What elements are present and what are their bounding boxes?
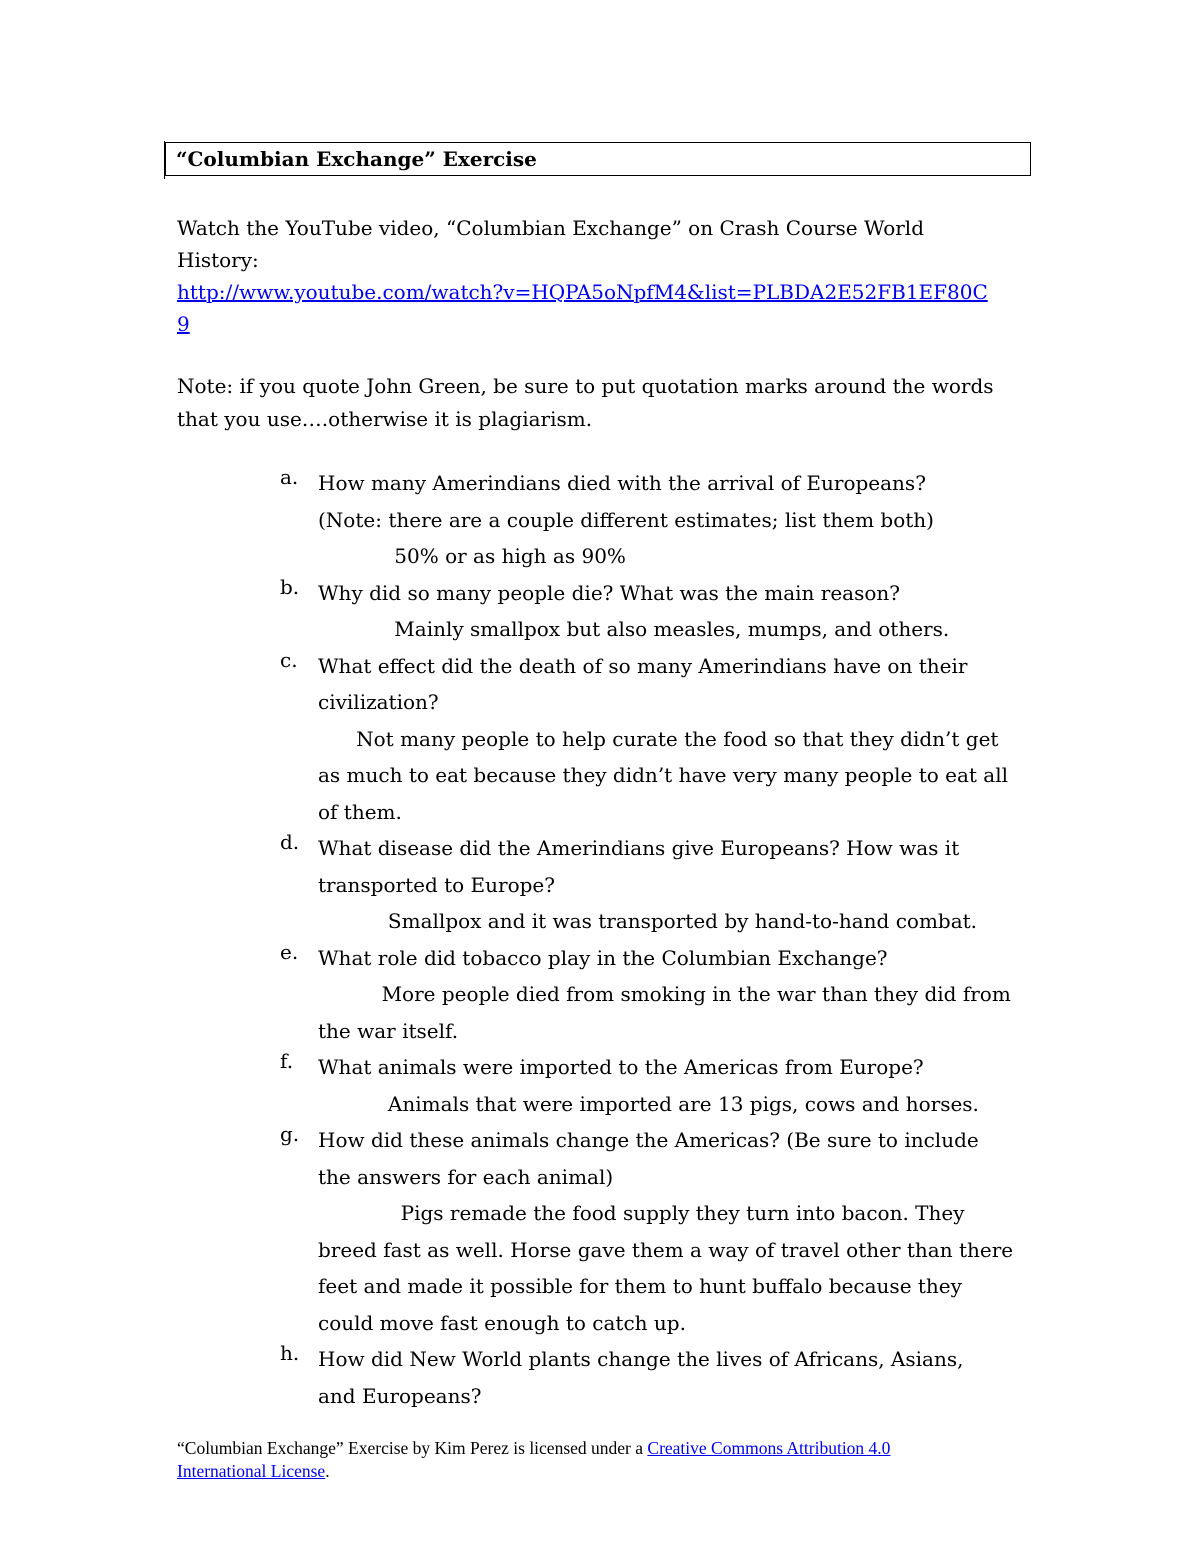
answer-line: Animals that were imported are 13 pigs, cows and horses. — [318, 1091, 979, 1116]
question-line: How many Amerindians died with the arrival of Europeans? — [318, 471, 926, 495]
answer-text — [318, 721, 1040, 831]
question-letter: e. — [280, 939, 299, 964]
question-line: civilization? — [318, 690, 439, 714]
footer-line — [177, 1437, 1027, 1460]
question-text — [318, 830, 1040, 903]
license-link[interactable]: Creative Commons Attribution 4.0 — [647, 1438, 891, 1458]
question-item — [280, 830, 1040, 940]
footer-text: “Columbian Exchange” Exercise by Kim Perez is licensed under a — [177, 1438, 648, 1458]
answer-text — [318, 1086, 1040, 1123]
question-item — [280, 465, 1040, 575]
question-list — [280, 465, 1040, 1414]
question-letter: b. — [280, 574, 300, 599]
question-line: What disease did the Amerindians give Europeans? How was it — [318, 836, 960, 860]
answer-text — [318, 611, 1040, 648]
question-item — [280, 1122, 1040, 1341]
license-footer — [177, 1437, 1027, 1483]
question-letter: h. — [280, 1341, 300, 1365]
question-item — [280, 648, 1040, 831]
question-letter: a. — [280, 465, 299, 489]
note-paragraph — [177, 370, 1027, 436]
question-item — [280, 940, 1040, 1050]
note-line: that you use….otherwise it is plagiarism. — [177, 407, 593, 431]
question-line: Why did so many people die? What was the main reason? — [318, 580, 901, 605]
footer-period: . — [325, 1461, 330, 1481]
question-text — [318, 1122, 1040, 1195]
question-text — [318, 465, 1040, 538]
answer-line: Pigs remade the food supply they turn into bacon. They — [318, 1201, 965, 1225]
question-letter: c. — [280, 647, 298, 672]
question-letter: d. — [280, 830, 300, 854]
answer-line: the war itself. — [318, 1018, 459, 1043]
answer-line: could move fast enough to catch up. — [318, 1310, 686, 1335]
question-text — [318, 940, 1040, 977]
question-letter: f. — [280, 1049, 294, 1073]
question-letter: g. — [280, 1122, 300, 1146]
intro-line: History: — [177, 248, 259, 272]
question-item — [280, 1341, 1040, 1414]
question-item — [280, 575, 1040, 648]
question-text — [318, 648, 1040, 721]
answer-line: breed fast as well. Horse gave them a way of travel other than there — [318, 1237, 1014, 1262]
answer-line: Mainly smallpox but also measles, mumps, and others. — [318, 617, 950, 641]
note-line: Note: if you quote John Green, be sure to put quotation marks around the words — [177, 374, 994, 398]
footer-line — [177, 1460, 1027, 1483]
intro-paragraph — [177, 212, 1027, 340]
question-line: How did these animals change the Americas? (Be sure to include — [318, 1128, 979, 1152]
answer-line: feet and made it possible for them to hunt buffalo because they — [318, 1274, 962, 1298]
answer-line: Smallpox and it was transported by hand-to-hand combat. — [318, 909, 978, 933]
question-text — [318, 1049, 1040, 1086]
answer-text — [318, 1195, 1040, 1341]
page-title: “Columbian Exchange” Exercise — [165, 142, 1031, 176]
question-line: What role did tobacco play in the Columbian Exchange? — [318, 945, 888, 970]
answer-line: 50% or as high as 90% — [318, 544, 626, 568]
answer-line: of them. — [318, 799, 402, 824]
answer-line: More people died from smoking in the war than they did from — [318, 982, 1011, 1006]
question-line: the answers for each animal) — [318, 1164, 614, 1189]
question-line: and Europeans? — [318, 1383, 482, 1408]
question-text — [318, 575, 1040, 612]
answer-line: as much to eat because they didn’t have very many people to eat all — [318, 763, 1009, 787]
answer-text — [318, 538, 1040, 575]
question-line: transported to Europe? — [318, 872, 555, 897]
video-link[interactable]: http://www.youtube.com/watch?v=HQPA5oNpfM4&list=PLBDA2E52FB1EF80C — [177, 280, 988, 304]
question-line: (Note: there are a couple different estimates; list them both) — [318, 507, 934, 532]
question-line: What effect did the death of so many Amerindians have on their — [318, 653, 968, 678]
license-link-continued[interactable]: International License — [177, 1461, 326, 1481]
intro-line: Watch the YouTube video, “Columbian Exchange” on Crash Course World — [177, 216, 924, 240]
question-text — [318, 1341, 1040, 1414]
video-link-continued[interactable]: 9 — [177, 312, 190, 336]
answer-line: Not many people to help curate the food so that they didn’t get — [318, 726, 999, 751]
answer-text — [318, 976, 1040, 1049]
question-line: What animals were imported to the Americas from Europe? — [318, 1055, 924, 1079]
question-item — [280, 1049, 1040, 1122]
answer-text — [318, 903, 1040, 940]
question-line: How did New World plants change the lives of Africans, Asians, — [318, 1347, 964, 1371]
